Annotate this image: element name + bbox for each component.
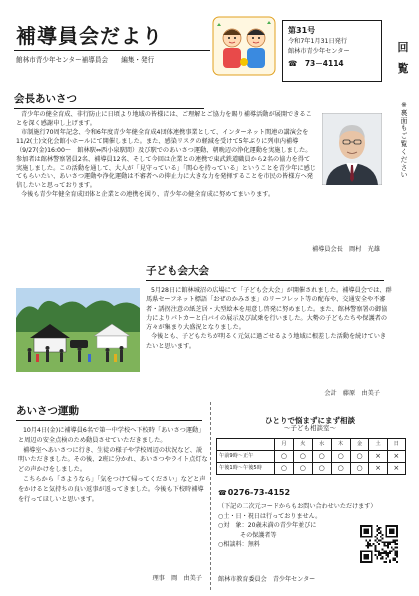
schedule-mark: ○ <box>312 451 331 463</box>
consultation-telephone[interactable] <box>218 487 290 499</box>
qr-module <box>380 539 382 541</box>
schedule-day-header: 水 <box>312 439 331 451</box>
issue-publisher: 館林市青少年センター <box>288 48 350 55</box>
side-note-char: ※ <box>401 101 407 109</box>
schedule-day-header: 日 <box>387 439 405 451</box>
qr-module <box>396 550 398 552</box>
qr-module <box>385 552 387 554</box>
qr-module <box>391 547 393 549</box>
qr-module <box>374 545 376 547</box>
qr-module <box>374 550 376 552</box>
consultation-subtitle: ～子ども相談室～ <box>284 424 336 432</box>
qr-module <box>384 541 386 543</box>
qr-module <box>367 543 369 545</box>
qr-module <box>396 543 398 545</box>
qr-module <box>396 547 398 549</box>
greeting-heading: 会長あいさつ <box>14 93 77 105</box>
qr-module <box>376 525 378 527</box>
side-note-char: い <box>400 171 408 180</box>
qr-module <box>384 550 386 552</box>
qr-module <box>394 550 396 552</box>
qr-module <box>369 545 371 547</box>
publisher-line: 館林市青少年センター補導員会 編集・発行 <box>16 56 155 64</box>
qr-module <box>376 541 378 543</box>
consultation-schedule-table <box>216 438 406 475</box>
greeting-signature: 補導員会長 岡村 光雄 <box>311 246 380 253</box>
greeting-paragraph: 今後も青少年健全育成団体と企業との連携を図り、青少年の健全育成に努めてまいります。 <box>20 191 275 199</box>
qr-module <box>382 549 384 551</box>
consultation-note: （下記の二次元コードからもお問い合わせいただけます） <box>218 503 377 510</box>
consultation-telephone-number: 0276-73-4152 <box>227 488 291 497</box>
schedule-mark: ○ <box>293 463 312 475</box>
schedule-time-slot: 午後1時～午後5時 <box>217 463 275 475</box>
telephone-icon: ☎ <box>218 489 227 497</box>
table-row <box>217 463 406 475</box>
qr-module <box>374 547 376 549</box>
qr-module <box>389 550 391 552</box>
schedule-day-header: 月 <box>275 439 294 451</box>
schedule-mark: ○ <box>312 463 331 475</box>
schedule-mark: ○ <box>275 463 294 475</box>
qr-module <box>391 550 393 552</box>
qr-module <box>378 543 380 545</box>
side-note-char: く <box>400 147 408 156</box>
side-note-char: も <box>400 124 408 133</box>
schedule-mark: ○ <box>293 451 312 463</box>
qr-module <box>376 530 378 532</box>
qr-module <box>378 529 380 531</box>
qr-module <box>389 552 391 554</box>
schedule-mark: × <box>369 451 387 463</box>
qr-module <box>387 554 389 556</box>
greeting-paragraph: 青少年の健全育成、非行防止に日頃より地域の皆様には、ご理解とご協力を賜り補導活動が展開できることを深く感謝申し上げます。 <box>16 111 312 127</box>
schedule-corner-cell <box>217 439 275 451</box>
qr-module <box>394 558 396 560</box>
qr-module <box>396 556 398 558</box>
masthead <box>14 14 210 80</box>
kids-event-paragraph: 今後とも、子どもたちが明るく元気に過ごせるよう地域に根差した活動を続けていきたいと思います。 <box>146 333 387 350</box>
schedule-time-slot: 午前9時～正午 <box>217 451 275 463</box>
schedule-day-header: 金 <box>350 439 369 451</box>
qr-module <box>387 547 389 549</box>
qr-module <box>387 545 389 547</box>
qr-module <box>396 554 398 556</box>
qr-module <box>380 558 382 560</box>
qr-module <box>387 552 389 554</box>
qr-module <box>380 536 382 538</box>
schedule-day-header: 火 <box>293 439 312 451</box>
schedule-mark: ○ <box>350 451 369 463</box>
consultation-title <box>216 416 404 433</box>
qr-module <box>376 534 378 536</box>
qr-module <box>378 527 380 529</box>
qr-module <box>382 541 384 543</box>
qr-module <box>367 545 369 547</box>
qr-module <box>382 558 384 560</box>
qr-module <box>393 559 395 561</box>
greeting-campaign-heading-rule <box>16 420 202 421</box>
qr-module <box>394 547 396 549</box>
schedule-day-header: 木 <box>331 439 350 451</box>
qr-module <box>389 541 391 543</box>
schedule-mark: × <box>387 451 405 463</box>
qr-module <box>384 552 386 554</box>
schedule-mark: ○ <box>275 451 294 463</box>
schedule-day-header: 土 <box>369 439 387 451</box>
consultation-note: その保護者等 <box>240 531 277 539</box>
kids-event-signature: 会計 藤原 由美子 <box>324 390 380 397</box>
schedule-mark: ○ <box>331 463 350 475</box>
consultation-note: ○相談料：無料 <box>218 541 260 548</box>
circulation-label <box>395 38 411 80</box>
qr-module <box>365 545 367 547</box>
qr-module <box>389 561 391 563</box>
title-underline <box>14 50 210 51</box>
person-portrait-icon <box>322 113 382 185</box>
circulation-char: 覧 <box>397 61 409 75</box>
qr-module <box>382 538 384 540</box>
greeting-paragraph: 市制施行70周年記念、令和6年度青少年健全育成4団体連携事業として、インターネット関連の講演会を11/2(土)文化会館小ホールにて開催しました。また、感染リスクの軽減を受けて5年ぶりに列車内補導（9/27(金)16:00～ 館林駅⇔西小泉駅間）及び駅でのあいさつ運動、朝晩辺の浄化運動を実施しました。参加者は館林警察署員2名、補導員12名、そして今回は企業との連携で東武鉄道職員から2名の協力を得て実施しました。この活動を通して、大人が「見守っている」「関心を持っている」ということを青少年に感じてもらいたい、あいさつ運動や浄化運動は不審者への抑止力に大きな力を発揮することを市民の皆様方へ発信したいと思っております。 <box>16 128 316 190</box>
qr-module <box>393 549 395 551</box>
qr-module <box>380 527 382 529</box>
schedule-header-row <box>217 439 406 451</box>
kids-event-body <box>146 286 392 351</box>
qr-module <box>380 552 382 554</box>
qr-module <box>373 543 375 545</box>
consultation-note: ○土・日・祝日は行っておりません。 <box>218 512 322 520</box>
schedule-mark: × <box>387 463 405 475</box>
qr-module <box>380 532 382 534</box>
qr-module <box>389 559 391 561</box>
consultation-title-text: ひとりで悩まずにまず相談 <box>265 416 355 425</box>
schedule-mark: ○ <box>350 463 369 475</box>
side-note-char: だ <box>400 155 408 164</box>
greeting-campaign-heading: あいさつ運動 <box>16 405 79 417</box>
outdoor-event-photo <box>16 288 140 372</box>
qr-module <box>387 556 389 558</box>
qr-module <box>382 556 384 558</box>
qr-module <box>393 539 395 541</box>
issue-info-box <box>282 20 382 82</box>
qr-module <box>374 549 376 551</box>
children-illustration <box>212 16 276 76</box>
schedule-mark: × <box>369 463 387 475</box>
qr-module <box>367 541 369 543</box>
qr-module <box>378 532 380 534</box>
side-note-char: 裏 <box>400 108 408 117</box>
newsletter-title: 補導員会だより <box>16 24 163 48</box>
qr-module <box>374 536 376 538</box>
qr-module <box>378 550 380 552</box>
issue-number: 第31号 <box>288 26 316 35</box>
see-reverse-note <box>398 102 410 180</box>
issue-telephone: ☎ 73－4114 <box>288 58 344 68</box>
qr-module <box>385 541 387 543</box>
qr-module <box>387 541 389 543</box>
greeting-campaign-paragraph: 補導室へあいさつに行き、生徒の様子や学校周辺の状況など、説明いただきました。その後、2班に分かれ、あいさつやライト点灯などの声かけをしました。 <box>18 446 208 474</box>
kids-event-heading-rule <box>146 280 384 281</box>
greeting-campaign-signature: 理事 岡 由美子 <box>152 575 202 582</box>
qr-module <box>376 538 378 540</box>
qr-module <box>376 550 378 552</box>
qr-module <box>385 550 387 552</box>
qr-module <box>393 558 395 560</box>
qr-module <box>378 552 380 554</box>
qr-module <box>394 539 396 541</box>
consultation-organization: 館林市教育委員会 青少年センター <box>218 576 316 583</box>
greeting-heading-rule <box>14 108 204 109</box>
kids-event-heading: 子ども会大会 <box>146 265 209 277</box>
qr-module <box>374 539 376 541</box>
side-note-char: さ <box>400 163 408 172</box>
qr-module <box>378 539 380 541</box>
qr-module <box>385 545 387 547</box>
issue-date: 令和7年1月31日発行 <box>288 38 348 46</box>
qr-module <box>376 556 378 558</box>
kids-event-paragraph: 5月28日に館林城沼の広場にて「子ども会大会」が開催されました。補導員会では、群馬県セーフネット標語「おぜのかみさま」のリーフレット等の配布や、交通安全や不審者・誘拐注意の紙芝居・大型絵本を用意し啓発に努めました。また、館林警察署の御協力によりパトカーと白バイの展示及び試乗を行いました。大勢の子どもたちや保護者の方々が集まり大盛況となりました。 <box>146 287 392 332</box>
column-divider <box>210 402 211 590</box>
qr-module <box>385 558 387 560</box>
qr-code[interactable] <box>360 525 398 563</box>
qr-module <box>391 541 393 543</box>
qr-module <box>367 547 369 549</box>
qr-module <box>394 554 396 556</box>
qr-finder <box>364 554 369 559</box>
qr-finder <box>364 529 369 534</box>
qr-module <box>384 543 386 545</box>
qr-module <box>396 539 398 541</box>
qr-module <box>369 543 371 545</box>
table-row <box>217 451 406 463</box>
qr-module <box>369 539 371 541</box>
consultation-note: ○対 象：20歳未満の青少年並びに <box>218 522 317 529</box>
qr-module <box>393 541 395 543</box>
side-note-char: 覧 <box>400 140 408 149</box>
qr-finder <box>389 529 394 534</box>
greeting-campaign-paragraph: こちらから「さようなら」「気をつけて帰ってください」などと声をかけると気持ちの良い返事が返ってきました。今後も下校時補導を行ってほしいと思います。 <box>18 475 206 503</box>
greeting-body <box>16 111 316 200</box>
qr-module <box>374 554 376 556</box>
side-note-char: ご <box>400 132 408 141</box>
qr-module <box>384 545 386 547</box>
qr-module <box>380 530 382 532</box>
side-note-char: 面 <box>400 116 408 125</box>
qr-module <box>394 559 396 561</box>
qr-module <box>394 552 396 554</box>
qr-module <box>376 529 378 531</box>
qr-module <box>382 534 384 536</box>
qr-module <box>389 543 391 545</box>
qr-module <box>385 561 387 563</box>
qr-module <box>378 554 380 556</box>
qr-module <box>365 539 367 541</box>
qr-module <box>382 552 384 554</box>
schedule-mark: ○ <box>331 451 350 463</box>
qr-module <box>387 543 389 545</box>
greeting-campaign-body <box>18 426 208 504</box>
qr-module <box>371 545 373 547</box>
circulation-char: 回 <box>397 41 409 54</box>
qr-module <box>394 541 396 543</box>
qr-module <box>376 558 378 560</box>
qr-module <box>384 561 386 563</box>
qr-module <box>396 552 398 554</box>
qr-module <box>394 543 396 545</box>
qr-module <box>396 561 398 563</box>
qr-module <box>380 554 382 556</box>
greeting-campaign-paragraph: 10月4日(金)に補導員6名で第一中学校へ下校時「あいさつ運動」と周辺の安全点検のため動員させていただきました。 <box>18 427 205 444</box>
qr-module <box>385 554 387 556</box>
